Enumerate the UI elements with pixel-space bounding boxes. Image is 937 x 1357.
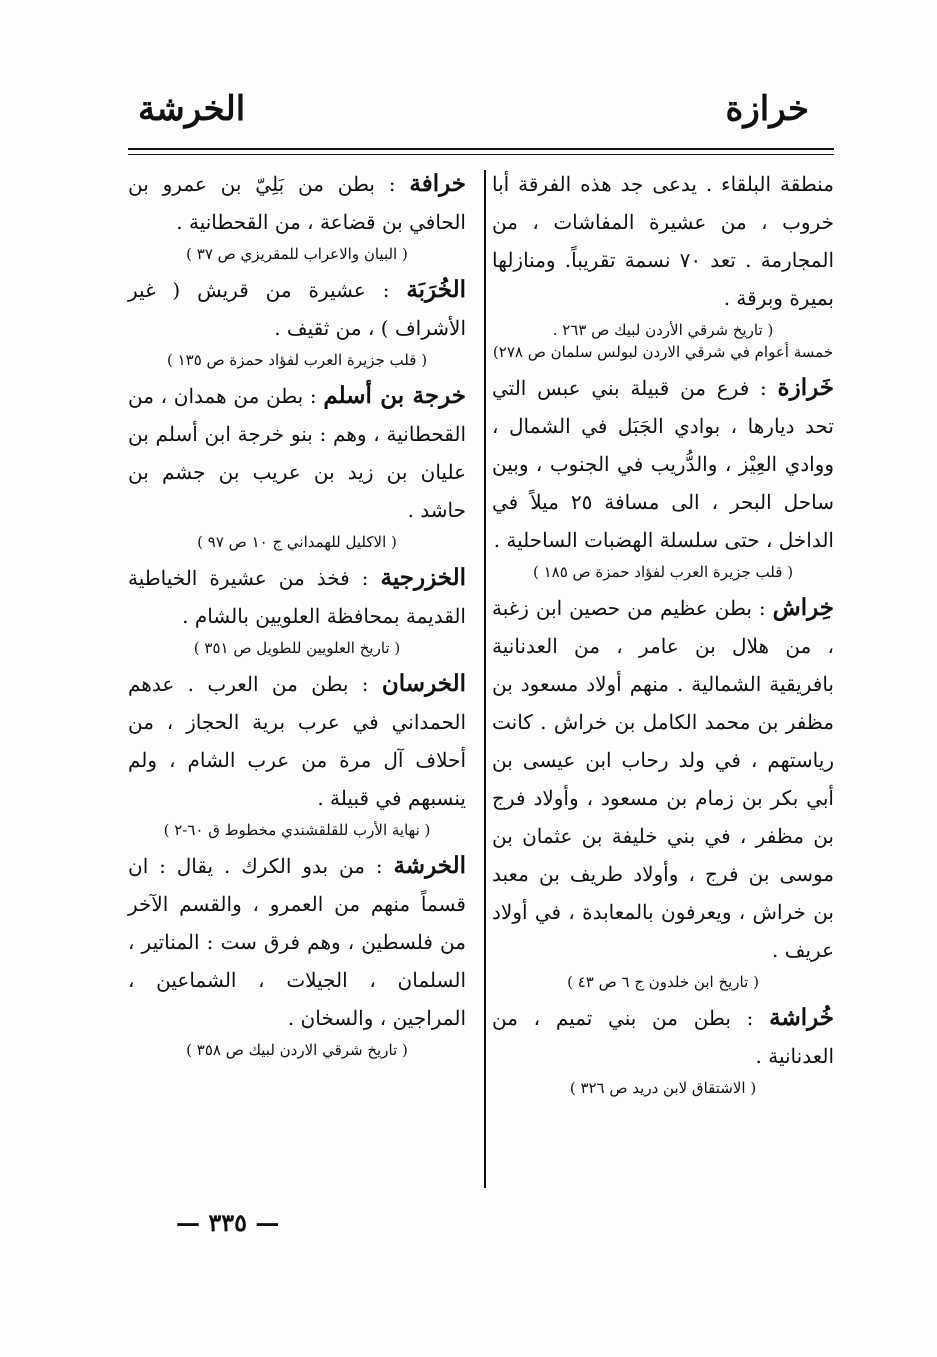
entry-al-khuraba: [128, 271, 466, 371]
entry-body: منطقة البلقاء . يدعى جد هذه الفرقة أبا خروب ، من عشيرة المفاشات ، من المجارمة . تعد ٧٠ نسمة تقريباً. ومنازلها بميرة وبرقة .: [492, 172, 835, 310]
entry-body: : بطن من همدان ، من القحطانية ، وهم : بنو خرجة ابن أسلم بن عليان بن زيد بن عريب بن جشم بن حاشد .: [128, 384, 466, 522]
entry-headword: خَرازة: [777, 374, 835, 401]
entry-text: [492, 369, 834, 559]
entry-headword: الخرسان: [381, 670, 467, 697]
entry-al-kharsha: [128, 847, 466, 1061]
entry-headword: الخزرجية: [380, 564, 467, 591]
entry-body: : من بدو الكرك . يقال : ان قسماً منهم من العمرو ، والقسم الآخر من فلسطين ، وهم فرق ست : المناتير ، السلمان ، الجيلات ، الشماعين ، المراجين ، والسخان .: [128, 854, 466, 1030]
entry-khirash: [492, 589, 834, 993]
entry-text: [128, 847, 466, 1037]
entry-text: [128, 165, 466, 241]
entry-source: ( قلب جزيرة العرب لفؤاد حمزة ص ١٨٥ ): [532, 563, 794, 581]
header-rule-thin: [128, 154, 834, 155]
right-column: [492, 165, 834, 1105]
entry-source: ( تاريخ ابن خلدون ج ٦ ص ٤٣ ): [567, 973, 759, 991]
entry-source: ( الاشتقاق لابن دريد ص ٣٢٦ ): [569, 1079, 757, 1097]
entry-al-khursan: [128, 665, 466, 841]
entry-body: : بطن من بَلِيّ بن عمرو بن الحافي بن قضاعة ، من القحطانية .: [128, 172, 466, 234]
entry-headword: خُراشة: [769, 1004, 835, 1031]
entry-source: ( البيان والاعراب للمقريزي ص ٣٧ ): [186, 245, 408, 263]
entry-text: [492, 165, 834, 317]
entry-source: ( تاريخ شرقي الأردن لبيك ص ٢٦٣ .: [552, 321, 774, 339]
entry-text: [128, 559, 466, 635]
entry-body: : بطن عظيم من حصين ابن زغبة ، من هلال بن عامر ، من العدنانية بافريقية الشمالية . منهم أولاد مسعود بن مظفر بن محمد الكامل بن خراش . كانت رياستهم ، في ولد رحاب ابن عيسى بن أبي بكر بن زمام بن مسعود ، وأولاد فرج بن مظفر ، في بني خليفة بن عثمان بن موسى بن فرج ، وأولاد طريف بن معبد بن خراش ، ويعرفون بالمعابدة ، في أولاد عريف .: [492, 596, 834, 962]
entry-continuation: [492, 165, 834, 363]
entry-headword: خرافة: [409, 170, 466, 197]
entry-body: : بطن من العرب . عدهم الحمداني في عرب برية الحجاز ، من أحلاف آل مرة من عرب الشام ، ولم ينسبهم في قبيلة .: [128, 672, 466, 810]
left-column: [128, 165, 466, 1067]
entry-text: [492, 999, 834, 1075]
page-number: — ٣٣٥ —: [176, 1208, 280, 1237]
entry-al-khazrajiya: [128, 559, 466, 659]
column-divider: [484, 170, 486, 1188]
entry-source: ( نهاية الأرب للقلقشندي مخطوط ق ٦٠-٢ ): [163, 821, 431, 839]
running-header-last-word: الخرشة: [138, 89, 246, 129]
entry-headword: الخُرَبَة: [406, 276, 466, 303]
entry-khurafa: [128, 165, 466, 265]
entry-headword: الخرشة: [393, 852, 467, 879]
entry-body: : بطن من بني تميم ، من العدنانية .: [492, 1006, 834, 1068]
running-header-first-word: خرازة: [725, 89, 809, 129]
entry-kharaza: [492, 369, 834, 583]
entry-body: : فخذ من عشيرة الخياطية القديمة بمحافظة العلويين بالشام .: [128, 566, 466, 628]
entry-source: ( قلب جزيرة العرب لفؤاد حمزة ص ١٣٥ ): [166, 351, 428, 369]
entry-source: ( الاكليل للهمداني ج ١٠ ص ٩٧ ): [197, 533, 397, 551]
entry-body: : فرع من قبيلة بني عبس التي تحد ديارها ، بوادي الجَبَل في الشمال ، ووادي العِيْز ، والدُّريب في الجنوب ، وبين ساحل البحر ، الى مسافة ٢٥ ميلاً في الداخل ، حتى سلسلة الهضبات الساحلية .: [492, 376, 834, 552]
entry-body: : عشيرة من قريش ( غير الأشراف ) ، من ثقيف .: [128, 278, 466, 340]
entry-text: [128, 271, 466, 347]
entry-text: [492, 589, 834, 969]
entry-khurasha: [492, 999, 834, 1099]
entry-source: ( تاريخ العلويين للطويل ص ٣٥١ ): [193, 639, 401, 657]
entry-source: ( تاريخ شرقي الاردن لبيك ص ٣٥٨ ): [186, 1041, 408, 1059]
entry-headword: خِراش: [772, 594, 834, 621]
entry-text: [128, 377, 466, 529]
entry-source: خمسة أعوام في شرقي الاردن لبولس سلمان ص ٢٧٨): [492, 343, 834, 361]
entry-text: [128, 665, 466, 817]
entry-headword: خرجة بن أسلم: [323, 382, 466, 409]
entry-kharja: [128, 377, 466, 553]
header-rule: [128, 148, 834, 150]
